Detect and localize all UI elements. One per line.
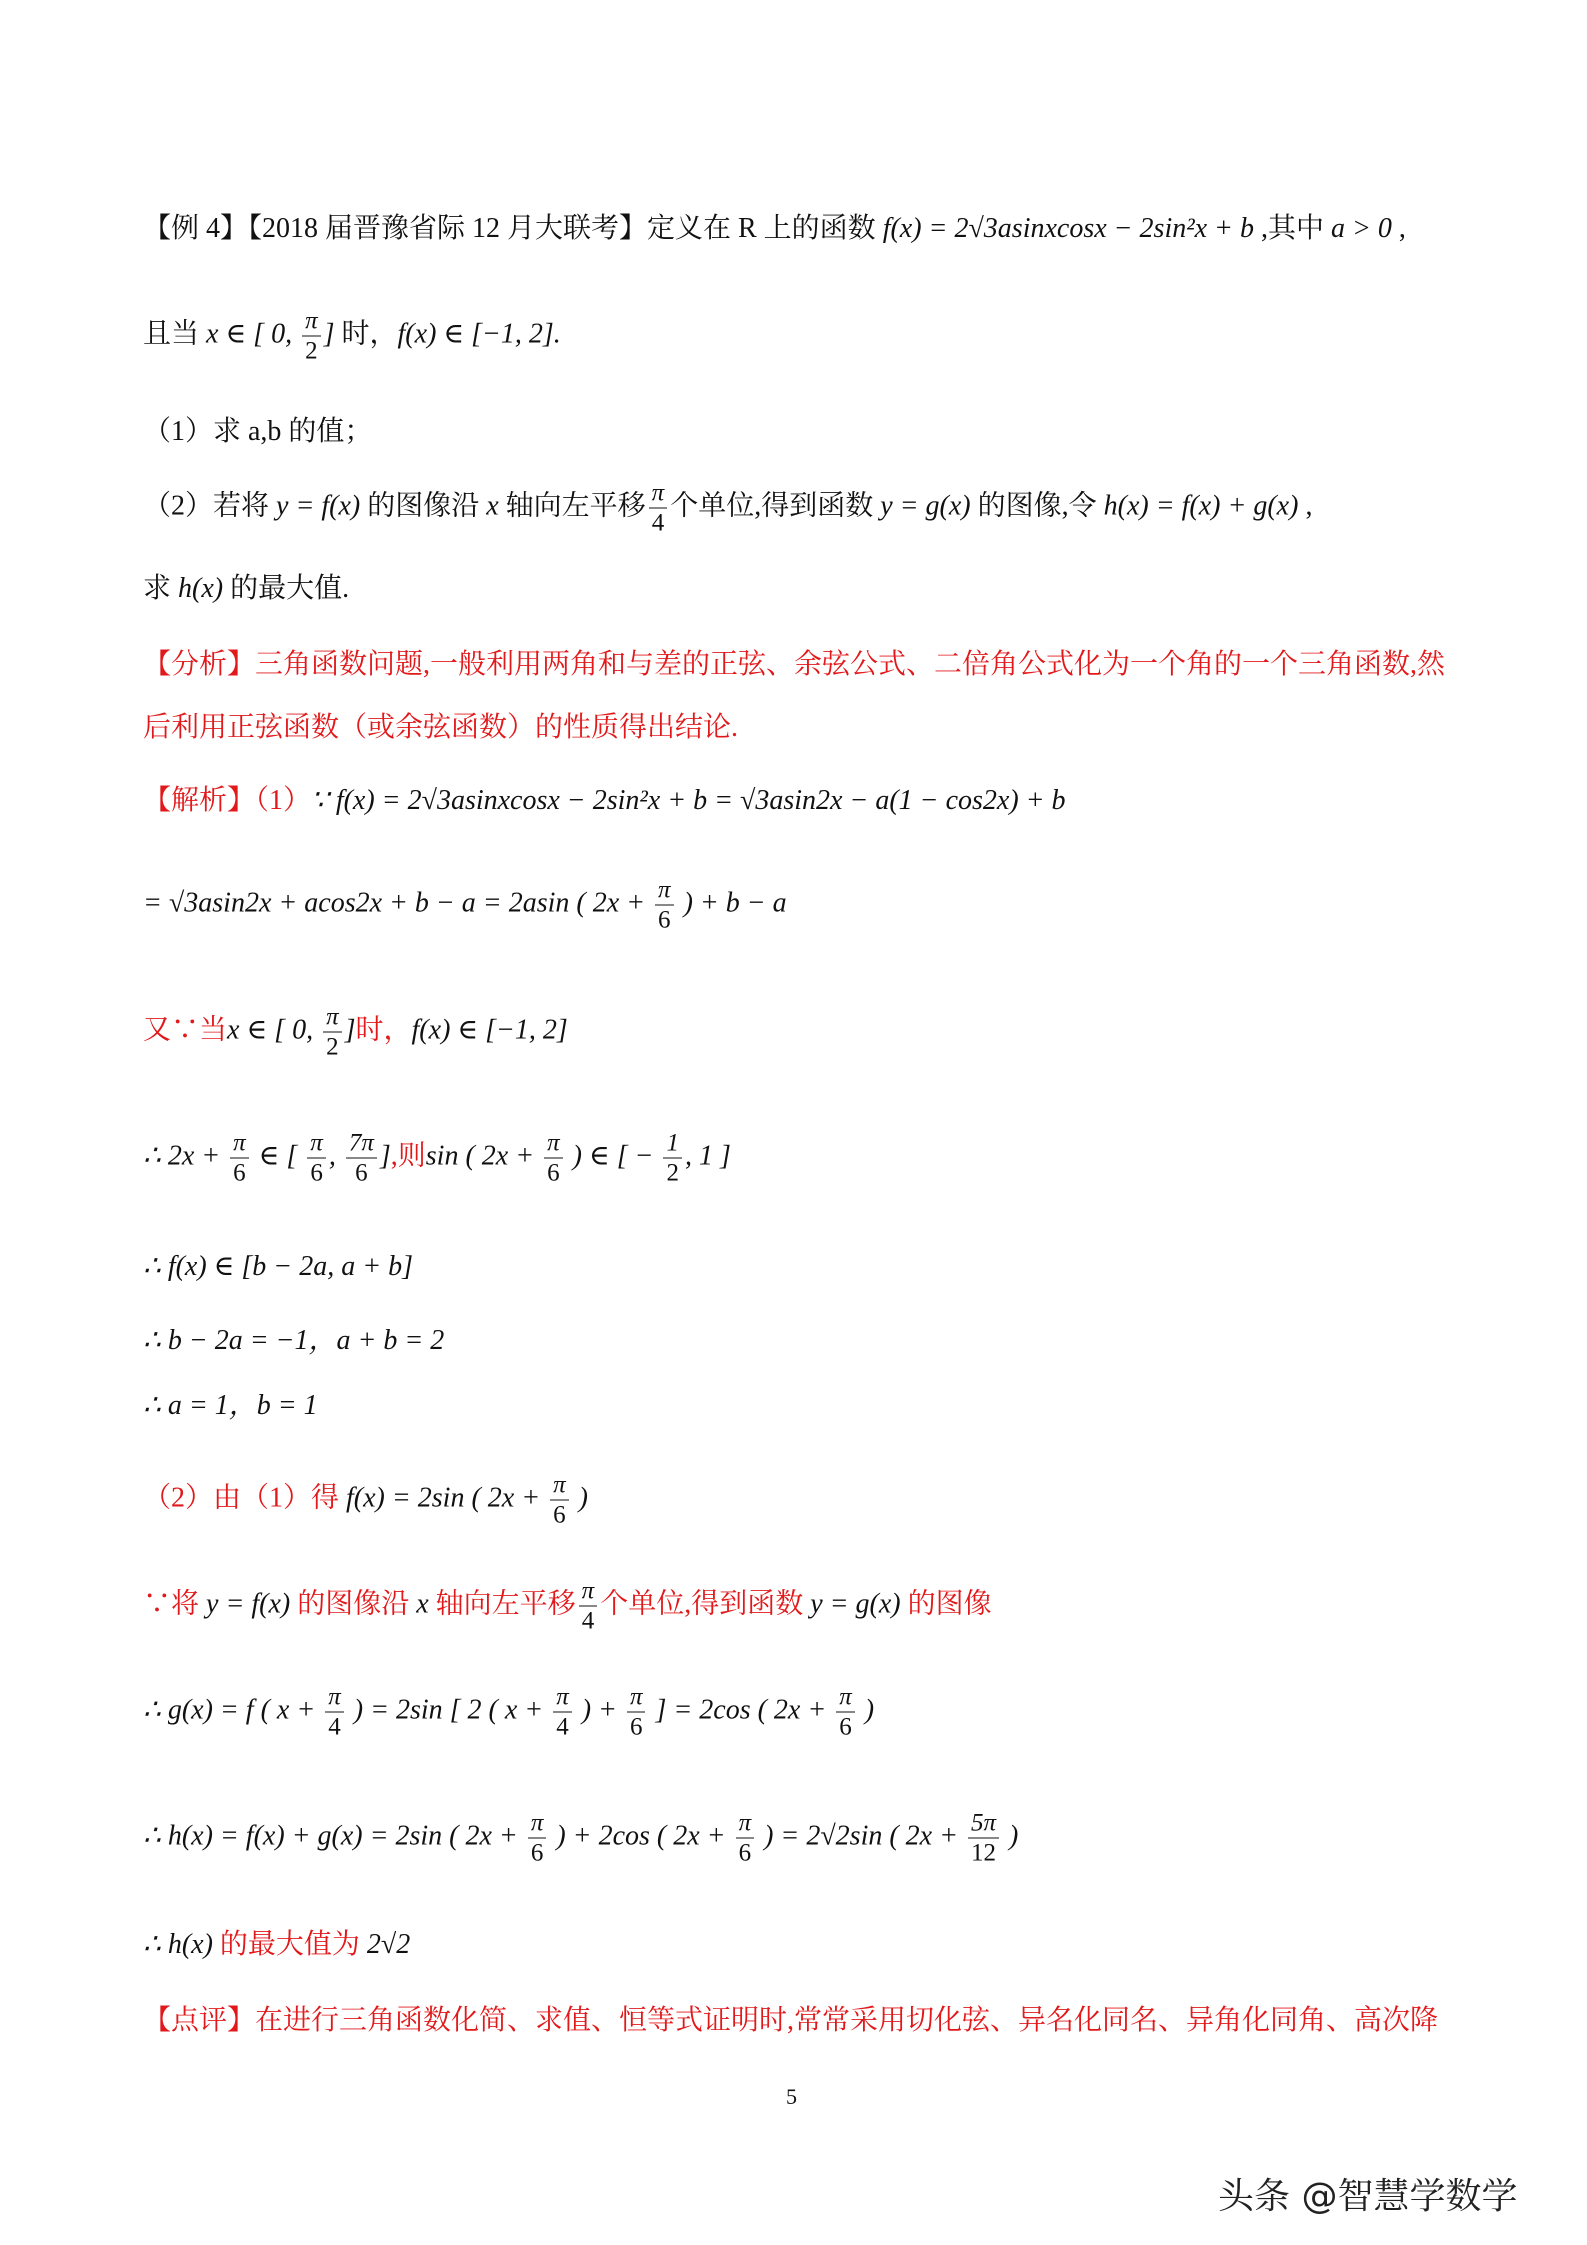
fraction-numerator: π	[302, 309, 321, 337]
math-expression: = √3asin2x + acos2x + b − a = 2asin ( 2x +	[143, 887, 653, 919]
fraction-numerator: π	[579, 1579, 598, 1607]
text-segment: 的图像	[900, 1588, 992, 1620]
math-expression: y = g(x)	[880, 490, 971, 522]
math-expression: ) ∈ [ −	[565, 1140, 661, 1172]
text-line	[143, 1253, 413, 1281]
fraction	[346, 1131, 377, 1186]
fraction	[302, 309, 321, 364]
fraction-denominator: 4	[651, 509, 665, 537]
fraction-denominator: 2	[305, 337, 318, 365]
fraction	[836, 1685, 855, 1740]
fraction	[550, 1473, 569, 1528]
math-expression: )	[857, 1694, 875, 1726]
text-line	[143, 418, 372, 446]
fraction-numerator: π	[836, 1685, 855, 1713]
text-line	[143, 215, 1406, 243]
fraction-denominator: 4	[328, 1713, 341, 1741]
math-expression: sin ( 2x +	[425, 1140, 542, 1172]
fraction-numerator: π	[550, 1473, 569, 1501]
fraction-denominator: 6	[553, 1501, 566, 1529]
math-expression: f(x) ∈ [−1, 2]	[411, 1014, 568, 1046]
math-expression: 2√2	[366, 1929, 411, 1960]
fraction-denominator: 6	[310, 1159, 323, 1187]
fraction-denominator: 2	[666, 1159, 679, 1187]
fraction-denominator: 4	[581, 1607, 595, 1635]
math-expression: h(x) = f(x) + g(x)	[1103, 490, 1299, 522]
fraction-numerator: π	[307, 1131, 326, 1159]
math-expression: f(x) ∈ [−1, 2].	[397, 318, 561, 350]
source-watermark: 头条 @智慧学数学	[1218, 2176, 1518, 2217]
text-line	[143, 1931, 410, 1959]
text-segment: 又∵当	[143, 1014, 228, 1046]
math-expression: y = f(x)	[206, 1588, 291, 1620]
math-expression: ]	[344, 1014, 356, 1046]
math-expression: x ∈ [ 0,	[227, 1014, 321, 1046]
fraction-numerator: 7π	[346, 1131, 377, 1159]
text-segment: 的图像,令	[970, 490, 1104, 522]
text-segment: 【点评】在进行三角函数化简、求值、恒等式证明时,常常采用切化弦、异名化同名、异角化同角、高次降	[143, 2005, 1439, 2036]
math-expression: ) = 2sin [ 2 ( x +	[346, 1694, 551, 1726]
fraction-denominator: 6	[530, 1839, 544, 1867]
fraction-denominator: 12	[971, 1839, 997, 1867]
math-expression: ) = 2√2sin ( 2x +	[757, 1820, 966, 1852]
math-expression: ]	[379, 1140, 391, 1172]
fraction	[325, 1685, 344, 1740]
text-segment: 且当	[143, 318, 207, 350]
fraction	[655, 878, 674, 933]
fraction-denominator: 2	[326, 1033, 339, 1061]
fraction	[627, 1685, 646, 1740]
math-expression: )	[1002, 1820, 1019, 1852]
text-segment: 个单位,得到函数	[670, 490, 881, 522]
fraction	[663, 1131, 682, 1186]
text-line	[143, 575, 349, 603]
fraction	[528, 1811, 547, 1866]
math-expression: f(x) = 2sin ( 2x +	[346, 1482, 548, 1514]
fraction-denominator: 6	[658, 906, 671, 934]
fraction-numerator: π	[230, 1131, 249, 1159]
fraction-numerator: π	[736, 1811, 755, 1839]
text-segment: ,则	[390, 1140, 426, 1172]
text-segment: ,	[1298, 490, 1313, 522]
fraction	[544, 1131, 563, 1186]
fraction-denominator: 6	[629, 1713, 643, 1741]
text-segment: （1）求 a,b 的值；	[143, 416, 373, 447]
fraction	[323, 1005, 342, 1060]
text-segment: 个单位,得到函数	[600, 1588, 811, 1620]
fraction-denominator: 6	[355, 1159, 368, 1187]
text-segment: 轴向左平移	[428, 1588, 576, 1620]
fraction-numerator: π	[649, 481, 668, 509]
text-line	[143, 1473, 588, 1528]
text-line	[143, 1327, 444, 1355]
fraction-numerator: 1	[663, 1131, 682, 1159]
math-expression: x	[486, 490, 499, 522]
text-segment: ∵将	[143, 1588, 207, 1620]
fraction-numerator: 5π	[968, 1811, 999, 1839]
fraction-numerator: π	[544, 1131, 563, 1159]
fraction-numerator: π	[553, 1685, 572, 1713]
text-line	[143, 651, 1445, 679]
text-segment: 求	[143, 573, 179, 604]
page-number: 5	[786, 2084, 797, 2109]
math-expression: , 1 ]	[684, 1140, 731, 1172]
fraction	[307, 1131, 326, 1186]
math-expression: ∴ h(x) = f(x) + g(x) = 2sin ( 2x +	[143, 1820, 525, 1852]
math-expression: ) + 2cos ( 2x +	[549, 1820, 733, 1852]
fraction	[968, 1811, 999, 1866]
text-segment: ,其中	[1253, 213, 1331, 244]
text-line	[143, 481, 1312, 536]
text-segment: （2）由（1）得	[143, 1482, 347, 1514]
text-line	[143, 878, 787, 933]
math-expression: a > 0	[1330, 213, 1392, 244]
fraction	[553, 1685, 572, 1740]
text-line	[143, 2007, 1438, 2035]
fraction-numerator: π	[325, 1685, 344, 1713]
math-expression: ∈ [	[251, 1140, 305, 1172]
text-segment: （2）若将	[143, 490, 277, 522]
math-expression: ) +	[574, 1694, 624, 1726]
fraction-denominator: 6	[547, 1159, 560, 1187]
text-segment: 【分析】三角函数问题,一般利用两角和与差的正弦、余弦公式、二倍角公式化为一个角的一个三角函数,然	[143, 649, 1446, 680]
fraction-numerator: π	[528, 1811, 547, 1839]
text-line	[143, 1131, 731, 1186]
text-segment: 【解析】（1）	[143, 785, 312, 816]
math-expression: ∴ f(x) ∈ [b − 2a, a + b]	[143, 1251, 413, 1282]
math-expression: ) + b − a	[676, 887, 787, 919]
fraction-numerator: π	[323, 1005, 342, 1033]
fraction-denominator: 4	[556, 1713, 569, 1741]
text-segment: 的最大值为	[212, 1929, 367, 1960]
math-expression: ∴ a = 1，b = 1	[143, 1390, 318, 1421]
text-line	[143, 309, 561, 364]
text-segment: 的图像沿	[290, 1588, 417, 1620]
math-expression: ,	[328, 1140, 343, 1172]
fraction	[736, 1811, 755, 1866]
fraction-numerator: π	[627, 1685, 646, 1713]
fraction-numerator: π	[655, 878, 674, 906]
math-expression: y = g(x)	[810, 1588, 901, 1620]
text-segment: 的最大值.	[223, 573, 350, 604]
math-expression: ∵ f(x) = 2√3asinxcosx − 2sin²x + b = √3asin2x − a(1 − cos2x) + b	[311, 785, 1066, 816]
text-segment: 时，	[355, 1014, 412, 1046]
text-line	[143, 1005, 568, 1060]
text-segment: 时，	[341, 318, 398, 350]
math-expression: f(x) = 2√3asinxcosx − 2sin²x + b	[882, 213, 1254, 244]
math-expression: ∴ b − 2a = −1，a + b = 2	[143, 1325, 445, 1356]
text-line	[143, 1392, 318, 1420]
text-line	[143, 1685, 874, 1740]
fraction	[649, 481, 668, 536]
math-expression: x ∈ [ 0,	[206, 318, 300, 350]
math-expression: ∴ 2x +	[143, 1140, 228, 1172]
math-expression: x	[416, 1588, 429, 1620]
text-segment: 后利用正弦函数（或余弦函数）的性质得出结论.	[143, 712, 739, 743]
fraction	[579, 1579, 598, 1634]
text-segment: 的图像沿	[360, 490, 487, 522]
text-line	[143, 714, 738, 742]
math-expression: h(x)	[178, 573, 224, 604]
math-expression: ∴ g(x) = f ( x +	[143, 1694, 323, 1726]
fraction-denominator: 6	[839, 1713, 852, 1741]
fraction-denominator: 6	[738, 1839, 752, 1867]
text-segment: 【例 4】【2018 届晋豫省际 12 月大联考】定义在 R 上的函数	[143, 213, 883, 244]
text-line	[143, 1579, 992, 1634]
math-expression: ∴ h(x)	[143, 1929, 213, 1960]
fraction	[230, 1131, 249, 1186]
fraction-denominator: 6	[233, 1159, 246, 1187]
math-expression: ] = 2cos ( 2x +	[648, 1694, 834, 1726]
text-segment: ,	[1391, 213, 1406, 244]
text-segment: 轴向左平移	[498, 490, 646, 522]
math-expression: )	[571, 1482, 588, 1514]
math-expression: y = f(x)	[276, 490, 361, 522]
text-line	[143, 1811, 1018, 1866]
text-line	[143, 787, 1066, 815]
math-expression: ]	[323, 318, 342, 350]
